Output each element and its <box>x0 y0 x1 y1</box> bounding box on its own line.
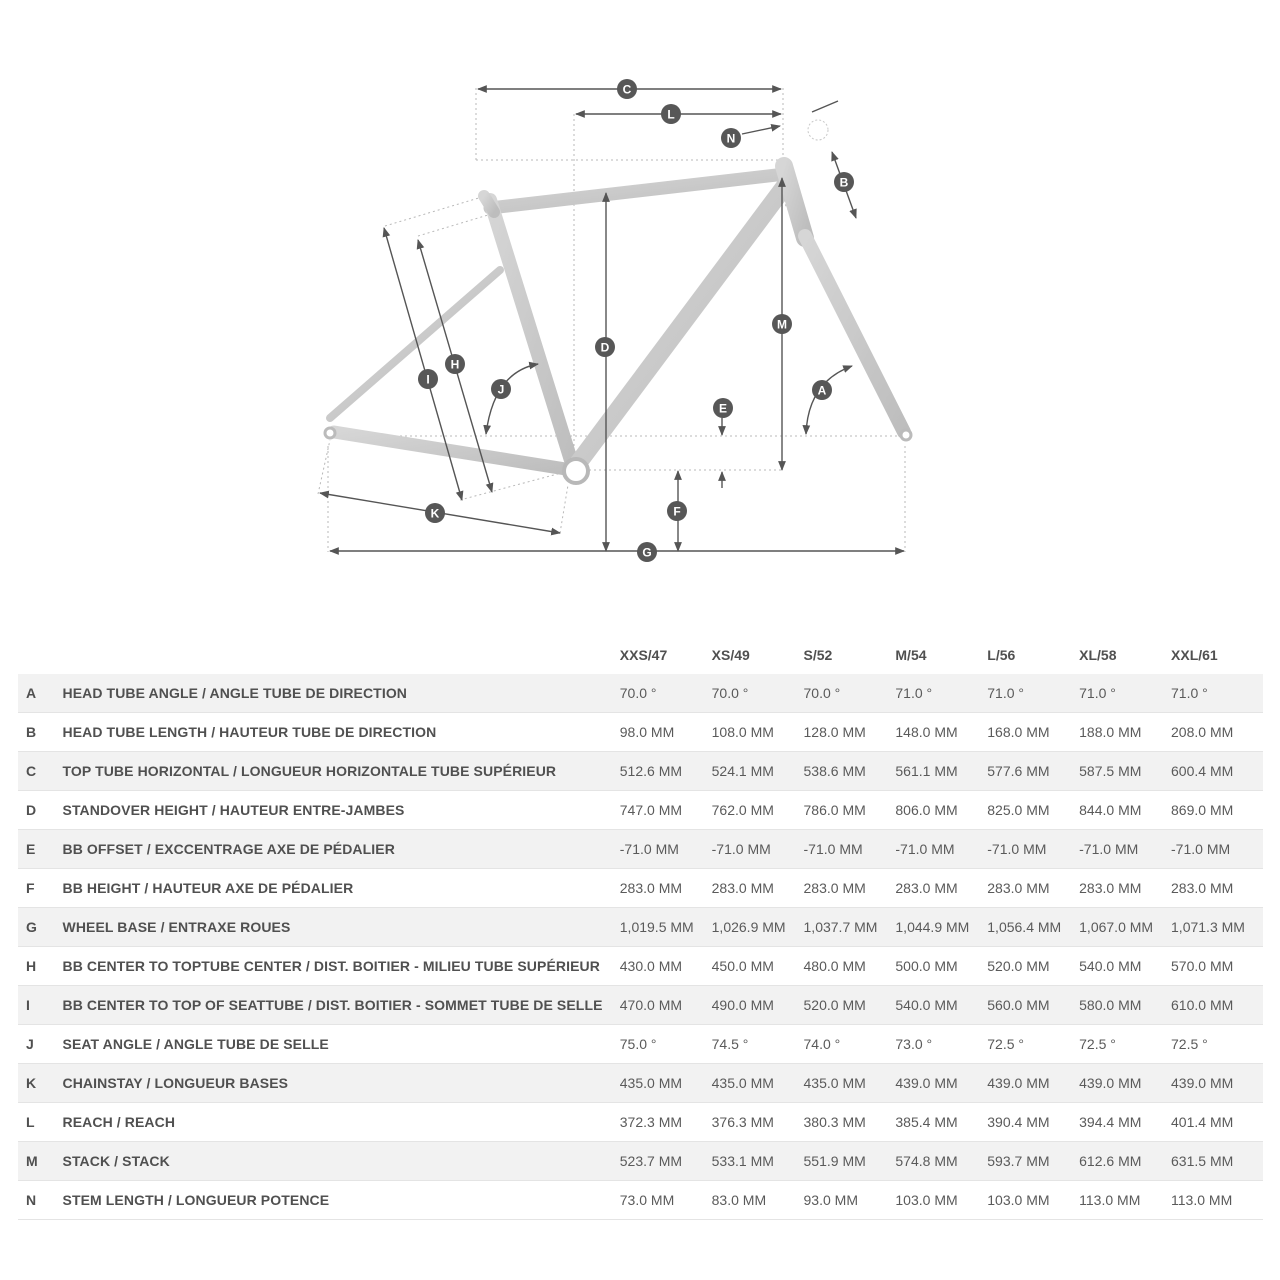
cell-value: 148.0 MM <box>895 713 987 752</box>
cell-value: 376.3 MM <box>712 1103 804 1142</box>
svg-text:I: I <box>426 372 430 387</box>
row-label: BB OFFSET / EXCCENTRAGE AXE DE PÉDALIER <box>63 830 620 869</box>
cell-value: 580.0 MM <box>1079 986 1171 1025</box>
row-label: BB HEIGHT / HAUTEUR AXE DE PÉDALIER <box>63 869 620 908</box>
cell-value: 283.0 MM <box>987 869 1079 908</box>
row-code: I <box>18 986 63 1025</box>
callout-i <box>418 369 438 389</box>
table-row <box>18 791 1263 830</box>
row-code: G <box>18 908 63 947</box>
top-tube <box>490 174 785 208</box>
geometry-table <box>18 636 1263 1220</box>
row-label: BB CENTER TO TOP OF SEATTUBE / DIST. BOITIER - SOMMET TUBE DE SELLE <box>63 986 620 1025</box>
cell-value: 439.0 MM <box>1171 1064 1263 1103</box>
cell-value: 74.5 ° <box>712 1025 804 1064</box>
cell-value: -71.0 MM <box>1171 830 1263 869</box>
dim-a <box>806 366 852 434</box>
svg-text:G: G <box>642 545 652 560</box>
frame-geometry-diagram <box>0 0 1280 600</box>
cell-value: 283.0 MM <box>895 869 987 908</box>
seat-tube-top <box>484 196 494 212</box>
size-header: XXL/61 <box>1171 647 1218 663</box>
cell-value: 520.0 MM <box>804 986 896 1025</box>
cell-value: 825.0 MM <box>987 791 1079 830</box>
cell-value: 520.0 MM <box>987 947 1079 986</box>
callout-h <box>445 354 465 374</box>
row-label: CHAINSTAY / LONGUEUR BASES <box>63 1064 620 1103</box>
size-header: L/56 <box>987 647 1016 663</box>
cell-value: 439.0 MM <box>1079 1064 1171 1103</box>
cell-value: 71.0 ° <box>987 674 1079 713</box>
table-row <box>18 947 1263 986</box>
cell-value: 844.0 MM <box>1079 791 1171 830</box>
cell-value: 869.0 MM <box>1171 791 1263 830</box>
callout-b <box>834 172 854 192</box>
callout-k <box>425 503 445 523</box>
cell-value: 533.1 MM <box>712 1142 804 1181</box>
fork <box>805 236 904 432</box>
cell-value: 1,044.9 MM <box>895 908 987 947</box>
rear-dropout <box>325 428 335 438</box>
cell-value: 512.6 MM <box>620 752 712 791</box>
svg-text:M: M <box>777 317 787 332</box>
cell-value: 72.5 ° <box>1171 1025 1263 1064</box>
cell-value: 283.0 MM <box>712 869 804 908</box>
table-row <box>18 713 1263 752</box>
cell-value: 1,071.3 MM <box>1171 908 1263 947</box>
size-header: S/52 <box>803 647 833 663</box>
cell-value: 600.4 MM <box>1171 752 1263 791</box>
cell-value: 98.0 MM <box>620 713 712 752</box>
cell-value: 73.0 MM <box>620 1181 712 1220</box>
cell-value: 108.0 MM <box>712 713 804 752</box>
chain-stay <box>334 432 572 470</box>
size-header: XS/49 <box>711 647 750 663</box>
cell-value: 103.0 MM <box>895 1181 987 1220</box>
cell-value: 113.0 MM <box>1079 1181 1171 1220</box>
cell-value: 390.4 MM <box>987 1103 1079 1142</box>
geometry-table-body <box>18 674 1263 1220</box>
header-spacer <box>18 636 620 674</box>
callout-c <box>617 79 637 99</box>
cell-value: 75.0 ° <box>620 1025 712 1064</box>
size-header: XL/58 <box>1079 647 1117 663</box>
head-tube <box>784 166 805 238</box>
row-label: HEAD TUBE LENGTH / HAUTEUR TUBE DE DIRECTION <box>63 713 620 752</box>
cell-value: 524.1 MM <box>712 752 804 791</box>
guide-lines <box>318 88 905 552</box>
fork-dropout <box>901 430 911 440</box>
dim-n <box>742 126 780 134</box>
cell-value: -71.0 MM <box>620 830 712 869</box>
row-label: TOP TUBE HORIZONTAL / LONGUEUR HORIZONTALE TUBE SUPÉRIEUR <box>63 752 620 791</box>
table-row <box>18 1103 1263 1142</box>
cell-value: -71.0 MM <box>895 830 987 869</box>
table-row <box>18 674 1263 713</box>
svg-text:J: J <box>497 382 505 397</box>
cell-value: 74.0 ° <box>804 1025 896 1064</box>
cell-value: 1,019.5 MM <box>620 908 712 947</box>
row-code: B <box>18 713 63 752</box>
cell-value: 435.0 MM <box>804 1064 896 1103</box>
cell-value: 570.0 MM <box>1171 947 1263 986</box>
cell-value: 188.0 MM <box>1079 713 1171 752</box>
cell-value: 470.0 MM <box>620 986 712 1025</box>
dim-j <box>486 364 538 434</box>
cell-value: 747.0 MM <box>620 791 712 830</box>
row-label: STACK / STACK <box>63 1142 620 1181</box>
callout-m <box>772 314 792 334</box>
cell-value: 71.0 ° <box>1079 674 1171 713</box>
callout-badges <box>418 79 854 562</box>
cell-value: 283.0 MM <box>804 869 896 908</box>
cell-value: 1,056.4 MM <box>987 908 1079 947</box>
table-row <box>18 908 1263 947</box>
cell-value: 560.0 MM <box>987 986 1079 1025</box>
table-row <box>18 1064 1263 1103</box>
row-label: STEM LENGTH / LONGUEUR POTENCE <box>63 1181 620 1220</box>
cell-value: 610.0 MM <box>1171 986 1263 1025</box>
dimension-lines <box>320 89 904 551</box>
cell-value: 551.9 MM <box>804 1142 896 1181</box>
size-header: XXS/47 <box>619 647 668 663</box>
row-code: F <box>18 869 63 908</box>
cell-value: 561.1 MM <box>895 752 987 791</box>
cell-value: 208.0 MM <box>1171 713 1263 752</box>
cell-value: 450.0 MM <box>712 947 804 986</box>
row-label: WHEEL BASE / ENTRAXE ROUES <box>63 908 620 947</box>
cell-value: 385.4 MM <box>895 1103 987 1142</box>
table-row <box>18 869 1263 908</box>
table-row <box>18 1025 1263 1064</box>
row-code: N <box>18 1181 63 1220</box>
table-row <box>18 830 1263 869</box>
cell-value: 73.0 ° <box>895 1025 987 1064</box>
callout-e <box>713 398 733 418</box>
stem-ghost <box>808 120 828 140</box>
row-label: SEAT ANGLE / ANGLE TUBE DE SELLE <box>63 1025 620 1064</box>
svg-text:E: E <box>718 401 728 416</box>
svg-text:H: H <box>450 357 460 372</box>
callout-d <box>595 337 615 357</box>
table-row <box>18 752 1263 791</box>
row-code: H <box>18 947 63 986</box>
cell-value: 1,026.9 MM <box>712 908 804 947</box>
table-row <box>18 986 1263 1025</box>
cell-value: 574.8 MM <box>895 1142 987 1181</box>
cell-value: 83.0 MM <box>712 1181 804 1220</box>
seat-stay <box>330 270 500 418</box>
row-label: REACH / REACH <box>63 1103 620 1142</box>
cell-value: -71.0 MM <box>804 830 896 869</box>
seat-tube <box>490 200 574 470</box>
row-code: J <box>18 1025 63 1064</box>
cell-value: 430.0 MM <box>620 947 712 986</box>
cell-value: 480.0 MM <box>804 947 896 986</box>
table-row <box>18 1181 1263 1220</box>
cell-value: 71.0 ° <box>895 674 987 713</box>
cell-value: 168.0 MM <box>987 713 1079 752</box>
svg-text:F: F <box>673 504 681 519</box>
svg-text:A: A <box>817 383 827 398</box>
row-code: M <box>18 1142 63 1181</box>
row-label: BB CENTER TO TOPTUBE CENTER / DIST. BOITIER - MILIEU TUBE SUPÉRIEUR <box>63 947 620 986</box>
cell-value: 439.0 MM <box>987 1064 1079 1103</box>
cell-value: 103.0 MM <box>987 1181 1079 1220</box>
cell-value: 71.0 ° <box>1171 674 1263 713</box>
cell-value: 523.7 MM <box>620 1142 712 1181</box>
cell-value: 380.3 MM <box>804 1103 896 1142</box>
cell-value: 283.0 MM <box>620 869 712 908</box>
row-label: HEAD TUBE ANGLE / ANGLE TUBE DE DIRECTION <box>63 674 620 713</box>
cell-value: 538.6 MM <box>804 752 896 791</box>
cell-value: 93.0 MM <box>804 1181 896 1220</box>
cell-value: 1,037.7 MM <box>804 908 896 947</box>
cell-value: 70.0 ° <box>712 674 804 713</box>
callout-l <box>661 104 681 124</box>
cell-value: 762.0 MM <box>712 791 804 830</box>
callout-n <box>721 128 741 148</box>
cell-value: 70.0 ° <box>804 674 896 713</box>
cell-value: 490.0 MM <box>712 986 804 1025</box>
cell-value: 128.0 MM <box>804 713 896 752</box>
cell-value: 540.0 MM <box>1079 947 1171 986</box>
row-code: L <box>18 1103 63 1142</box>
bike-frame <box>330 166 904 470</box>
cell-value: 612.6 MM <box>1079 1142 1171 1181</box>
cell-value: 593.7 MM <box>987 1142 1079 1181</box>
cell-value: 72.5 ° <box>1079 1025 1171 1064</box>
cell-value: 401.4 MM <box>1171 1103 1263 1142</box>
dim-n2 <box>812 101 838 112</box>
svg-text:D: D <box>600 340 610 355</box>
callout-g <box>637 542 657 562</box>
callout-f <box>667 501 687 521</box>
cell-value: 1,067.0 MM <box>1079 908 1171 947</box>
cell-value: 435.0 MM <box>620 1064 712 1103</box>
cell-value: 806.0 MM <box>895 791 987 830</box>
bottom-bracket <box>564 459 588 483</box>
row-code: A <box>18 674 63 713</box>
cell-value: 631.5 MM <box>1171 1142 1263 1181</box>
row-label: STANDOVER HEIGHT / HAUTEUR ENTRE-JAMBES <box>63 791 620 830</box>
size-header: M/54 <box>895 647 927 663</box>
cell-value: 394.4 MM <box>1079 1103 1171 1142</box>
svg-text:B: B <box>839 175 849 190</box>
cell-value: 72.5 ° <box>987 1025 1079 1064</box>
svg-text:N: N <box>726 131 736 146</box>
cell-value: 439.0 MM <box>895 1064 987 1103</box>
cell-value: 587.5 MM <box>1079 752 1171 791</box>
callout-j <box>491 379 511 399</box>
cell-value: 540.0 MM <box>895 986 987 1025</box>
row-code: K <box>18 1064 63 1103</box>
cell-value: -71.0 MM <box>1079 830 1171 869</box>
cell-value: 372.3 MM <box>620 1103 712 1142</box>
svg-text:C: C <box>622 82 632 97</box>
cell-value: 113.0 MM <box>1171 1181 1263 1220</box>
table-row <box>18 1142 1263 1181</box>
cell-value: 70.0 ° <box>620 674 712 713</box>
down-tube <box>576 186 785 466</box>
row-code: E <box>18 830 63 869</box>
row-code: D <box>18 791 63 830</box>
cell-value: -71.0 MM <box>987 830 1079 869</box>
cell-value: 500.0 MM <box>895 947 987 986</box>
size-header-row <box>18 636 1263 674</box>
cell-value: 283.0 MM <box>1171 869 1263 908</box>
cell-value: 283.0 MM <box>1079 869 1171 908</box>
cell-value: 435.0 MM <box>712 1064 804 1103</box>
callout-a <box>812 380 832 400</box>
cell-value: 786.0 MM <box>804 791 896 830</box>
cell-value: -71.0 MM <box>712 830 804 869</box>
svg-text:K: K <box>430 506 440 521</box>
row-code: C <box>18 752 63 791</box>
cell-value: 577.6 MM <box>987 752 1079 791</box>
svg-text:L: L <box>667 107 675 122</box>
